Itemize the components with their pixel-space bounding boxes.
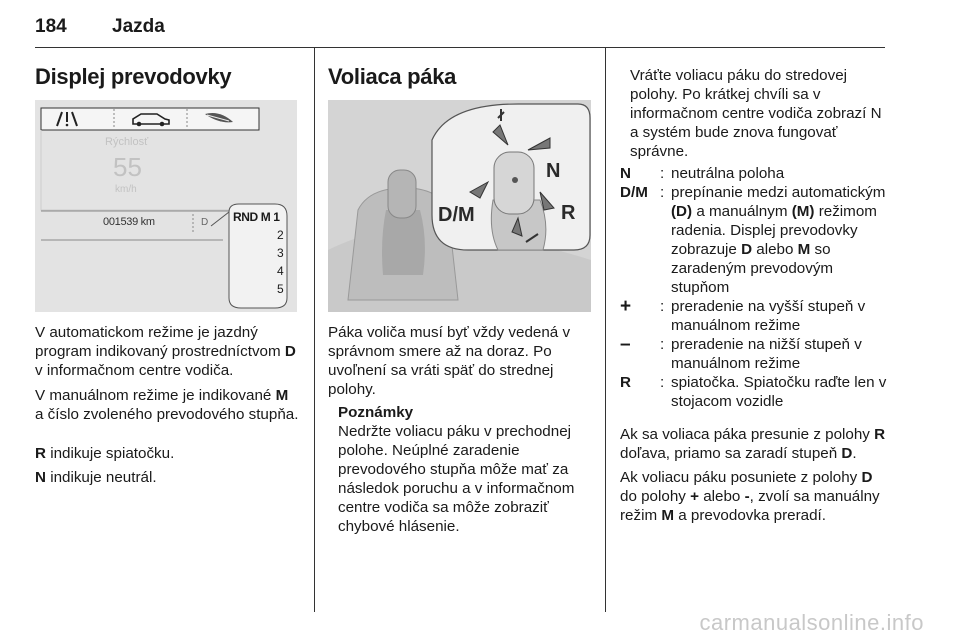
- glossary-row-dm: D/M : prepínanie medzi automatickým (D) a manuálnym (M) režimom radenia. Displej prevodovky zobrazuje D alebo M so zaradeným prevodovým stupňom: [620, 183, 888, 297]
- glossary: [620, 164, 888, 411]
- column-divider-1: [314, 48, 315, 612]
- section-title-display: Displej prevodovky: [35, 64, 232, 89]
- glossary-row-plus: + : preradenie na vyšší stupeň v manuálnom režime: [620, 297, 888, 335]
- paragraph-lever-guidance: Páka voliča musí byť vždy vedená v správnom smere až na doraz. Po uvoľnení sa vráti späť do strednej polohy.: [328, 324, 571, 398]
- paragraph-manual-shift: Ak voliacu páku posuniete z polohy D do polohy + alebo -, zvolí sa manuálny režim M a prevodovka preradí.: [620, 469, 880, 524]
- plus-icon: +: [620, 296, 632, 317]
- left-column: [35, 48, 300, 612]
- gear-modes-label: RND M 1: [233, 210, 280, 224]
- glossary-term: N: [620, 165, 631, 182]
- gear-step-4: 4: [277, 264, 284, 278]
- page-number: 184: [35, 16, 67, 37]
- column-divider-2: [605, 48, 606, 612]
- glossary-term: R: [620, 374, 631, 391]
- glossary-desc: preradenie na vyšší stupeň v manuálnom režime: [671, 298, 866, 334]
- glossary-row-minus: – : preradenie na nižší stupeň v manuálnom režime: [620, 335, 888, 373]
- glossary-desc: preradenie na nižší stupeň v manuálnom režime: [671, 336, 862, 372]
- glossary-desc: spiatočka. Spiatočku raďte len v stojacom vozidle: [671, 374, 887, 410]
- section-title-selector: Voliaca páka: [328, 64, 457, 89]
- glossary-term: D/M: [620, 184, 648, 201]
- speed-label: Rýchlosť: [105, 136, 149, 148]
- gear-step-3: 3: [277, 246, 284, 260]
- paragraph-manual-mode: V manuálnom režime je indikované M a číslo zvoleného prevodového stupňa.: [35, 387, 299, 423]
- middle-column: [328, 48, 593, 612]
- glossary-row-n: N : neutrálna poloha: [620, 164, 888, 183]
- paragraph-r-to-d: Ak sa voliaca páka presunie z polohy R doľava, priamo sa zaradí stupeň D.: [620, 426, 886, 462]
- gear-indicator-small: D: [201, 217, 209, 228]
- gear-step-2: 2: [277, 228, 284, 242]
- paragraph-return-center: Vráťte voliacu páku do stredovej polohy. Po krátkej chvíli sa v informačnom centre vodiča zobrazí N a systém bude znova fungovať správne.: [630, 67, 882, 160]
- label-dm: D/M: [438, 204, 475, 226]
- paragraph-neutral: N indikuje neutrál.: [35, 469, 157, 486]
- glossary-row-r: R : spiatočka. Spiatočku raďte len v stojacom vozidle: [620, 374, 887, 410]
- paragraph-reverse: R indikuje spiatočku.: [35, 445, 175, 462]
- label-n: N: [546, 160, 561, 182]
- gear-display-figure: [35, 100, 297, 312]
- speed-unit: km/h: [115, 184, 137, 195]
- minus-icon: –: [620, 334, 631, 355]
- cluster-illustration: [35, 100, 297, 312]
- selector-lever-figure: [328, 100, 591, 312]
- note-text: Nedržte voliacu páku v prechodnej polohe. Neúplné zaradenie prevodového stupňa môže mať za následok poruchu a v informačnom centre vodiča sa môže zobraziť chybové hlásenie.: [338, 423, 575, 535]
- watermark: carmanualsonline.info: [699, 610, 924, 635]
- chapter-title: Jazda: [112, 16, 165, 37]
- paragraph-automatic-mode: V automatickom režime je jazdný program indikovaný prostredníctvom D v informačnom centre vodiča.: [35, 324, 296, 379]
- glossary-desc: prepínanie medzi automatickým (D) a manuálnym (M) režimom radenia. Displej prevodovky zobrazuje D alebo M so zaradeným prevodovým stupňom: [671, 184, 886, 296]
- label-r: R: [561, 202, 576, 224]
- gear-step-5: 5: [277, 282, 284, 296]
- glossary-desc: neutrálna poloha: [671, 165, 785, 182]
- right-column: [620, 48, 888, 612]
- note-title: Poznámky: [338, 404, 414, 421]
- note-block: [338, 403, 592, 536]
- speed-value: 55: [113, 152, 142, 182]
- odometer-readout: 001539 km: [103, 216, 155, 228]
